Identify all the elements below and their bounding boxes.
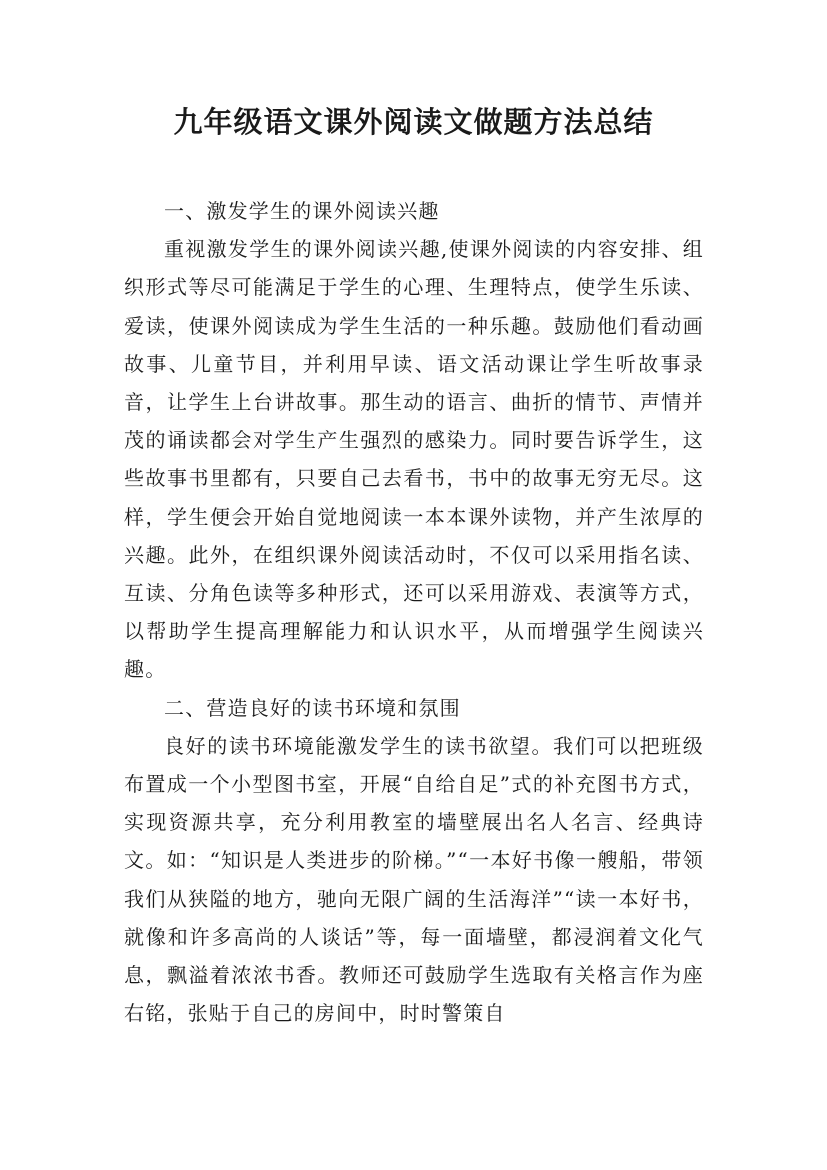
document-title: 九年级语文课外阅读文做题方法总结 (173, 105, 654, 139)
section-heading-2: 二、营造良好的读书环境和氛围 (164, 695, 461, 720)
document-body (124, 192, 704, 1032)
paragraph-1: 重视激发学生的课外阅读兴趣,使课外阅读的内容安排、组织形式等尽可能满足于学生的心理、生理特点，使学生乐读、爱读，使课外阅读成为学生生活的一种乐趣。鼓励他们看动画故事、儿童节目，并利用早读、语文活动课让学生听故事录音，让学生上台讲故事。那生动的语言、曲折的情节、声情并茂的诵读都会对学生产生强烈的感染力。同时要告诉学生，这些故事书里都有，只要自己去看书，书中的故事无穷无尽。这样，学生便会开始自觉地阅读一本本课外读物，并产生浓厚的兴趣。此外，在组织课外阅读活动时，不仅可以采用指名读、互读、分角色读等多种形式，还可以采用游戏、表演等方式，以帮助学生提高理解能力和认识水平，从而增强学生阅读兴趣。 (124, 237, 704, 682)
section-heading-1: 一、激发学生的课外阅读兴趣 (164, 199, 440, 223)
paragraph-2: 良好的读书环境能激发学生的读书欲望。我们可以把班级布置成一个小型图书室，开展“自给自足”式的补充图书方式，实现资源共享，充分利用教室的墙壁展出名人名言、经典诗文。如：“知识是人类进步的阶梯。”“一本好书像一艘船，带领我们从狭隘的地方，驰向无限广阔的生活海洋”“读一本好书，就像和许多高尚的人谈话”等，每一面墙壁，都浸润着文化气息，飘溢着浓浓书香。教师还可鼓励学生选取有关格言作为座右铭，张贴于自己的房间中，时时警策自 (124, 733, 704, 1026)
